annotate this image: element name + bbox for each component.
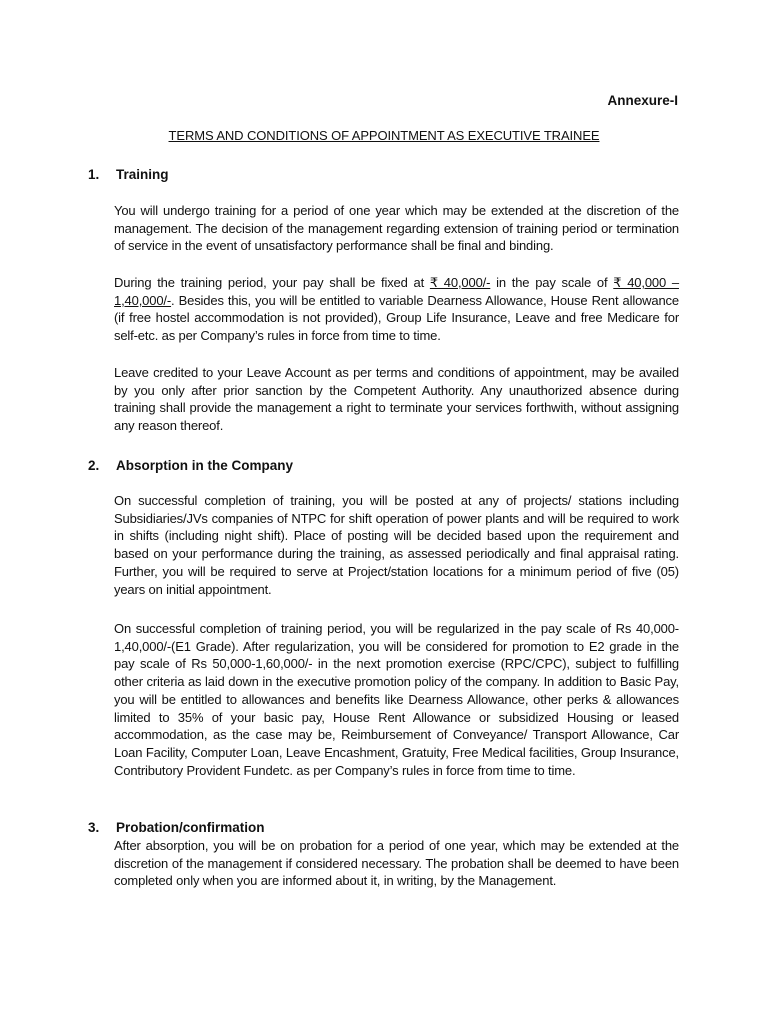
paragraph-absorption-posting: On successful completion of training, you will be posted at any of projects/ stations including Subsidiaries/JVs companies of NTPC for shift operation of power plants and will be required to work in shifts (including night shift). Place of posting will be decided based upon the requirement and based on your performance during the training, as assessed periodically and final appraisal rating. Further, you will be required to serve at Project/station locations for a minimum period of five (05) years on initial appointment.	[114, 493, 679, 597]
pay-text-middle: in the pay scale of	[490, 275, 614, 290]
pay-scale-range: ₹ 40,000 – 1,40,000/-	[114, 275, 679, 308]
section-number: 3.	[88, 820, 100, 835]
pay-fixed-amount: ₹ 40,000/-	[429, 275, 491, 290]
annexure-label: Annexure-I	[607, 93, 678, 108]
paragraph-training-pay	[114, 274, 679, 345]
document-title: TERMS AND CONDITIONS OF APPOINTMENT AS EXECUTIVE TRAINEE	[168, 128, 600, 143]
section-title: Absorption in the Company	[116, 458, 293, 473]
section-heading-training	[88, 166, 169, 184]
paragraph-training-period: You will undergo training for a period of one year which may be extended at the discretion of the management. The decision of the management regarding extension of training period or termination of service in the event of unsatisfactory performance shall be final and binding.	[114, 203, 679, 254]
paragraph-absorption-regularization: On successful completion of training period, you will be regularized in the pay scale of Rs 40,000-1,40,000/-(E1 Grade). After regularization, you will be considered for promotion to E2 grade in the pay scale of Rs 50,000-1,60,000/- in the next promotion exercise (RPC/CPC), subject to fulfilling other criteria as laid down in the executive promotion policy of the company. In addition to Basic Pay, you will be entitled to allowances and benefits like Dearness Allowance, other perks & allowances limited to 35% of your basic pay, House Rent Allowance or subsidized Housing or leased accommodation, as the case may be, Reimbursement of Conveyance/ Transport Allowance, Car Loan Facility, Computer Loan, Leave Encashment, Gratuity, Free Medical facilities, Group Insurance, Contributory Provident Fundetc. as per Company’s rules in force from time to time.	[114, 621, 679, 778]
section-heading-probation	[88, 819, 265, 837]
pay-text-before: During the training period, your pay shall be fixed at	[114, 275, 430, 290]
paragraph-probation: After absorption, you will be on probation for a period of one year, which may be extended at the discretion of the management if considered necessary. The probation shall be deemed to have been completed only when you are informed about it, in writing, by the Management.	[114, 838, 679, 889]
section-title: Training	[116, 167, 169, 182]
section-number: 2.	[88, 458, 100, 473]
paragraph-training-leave: Leave credited to your Leave Account as per terms and conditions of appointment, may be availed by you only after prior sanction by the Competent Authority. Any unauthorized absence during training shall provide the management a right to terminate your services forthwith, without assigning any reason thereof.	[114, 365, 679, 434]
section-heading-absorption	[88, 457, 293, 475]
section-number: 1.	[88, 167, 100, 182]
section-title: Probation/confirmation	[116, 820, 265, 835]
pay-text-after: . Besides this, you will be entitled to variable Dearness Allowance, House Rent allowance (if free hostel accommodation is not provided), Group Life Insurance, Leave and free Medicare for self-etc. as per Company’s rules in force from time to time.	[114, 292, 679, 344]
